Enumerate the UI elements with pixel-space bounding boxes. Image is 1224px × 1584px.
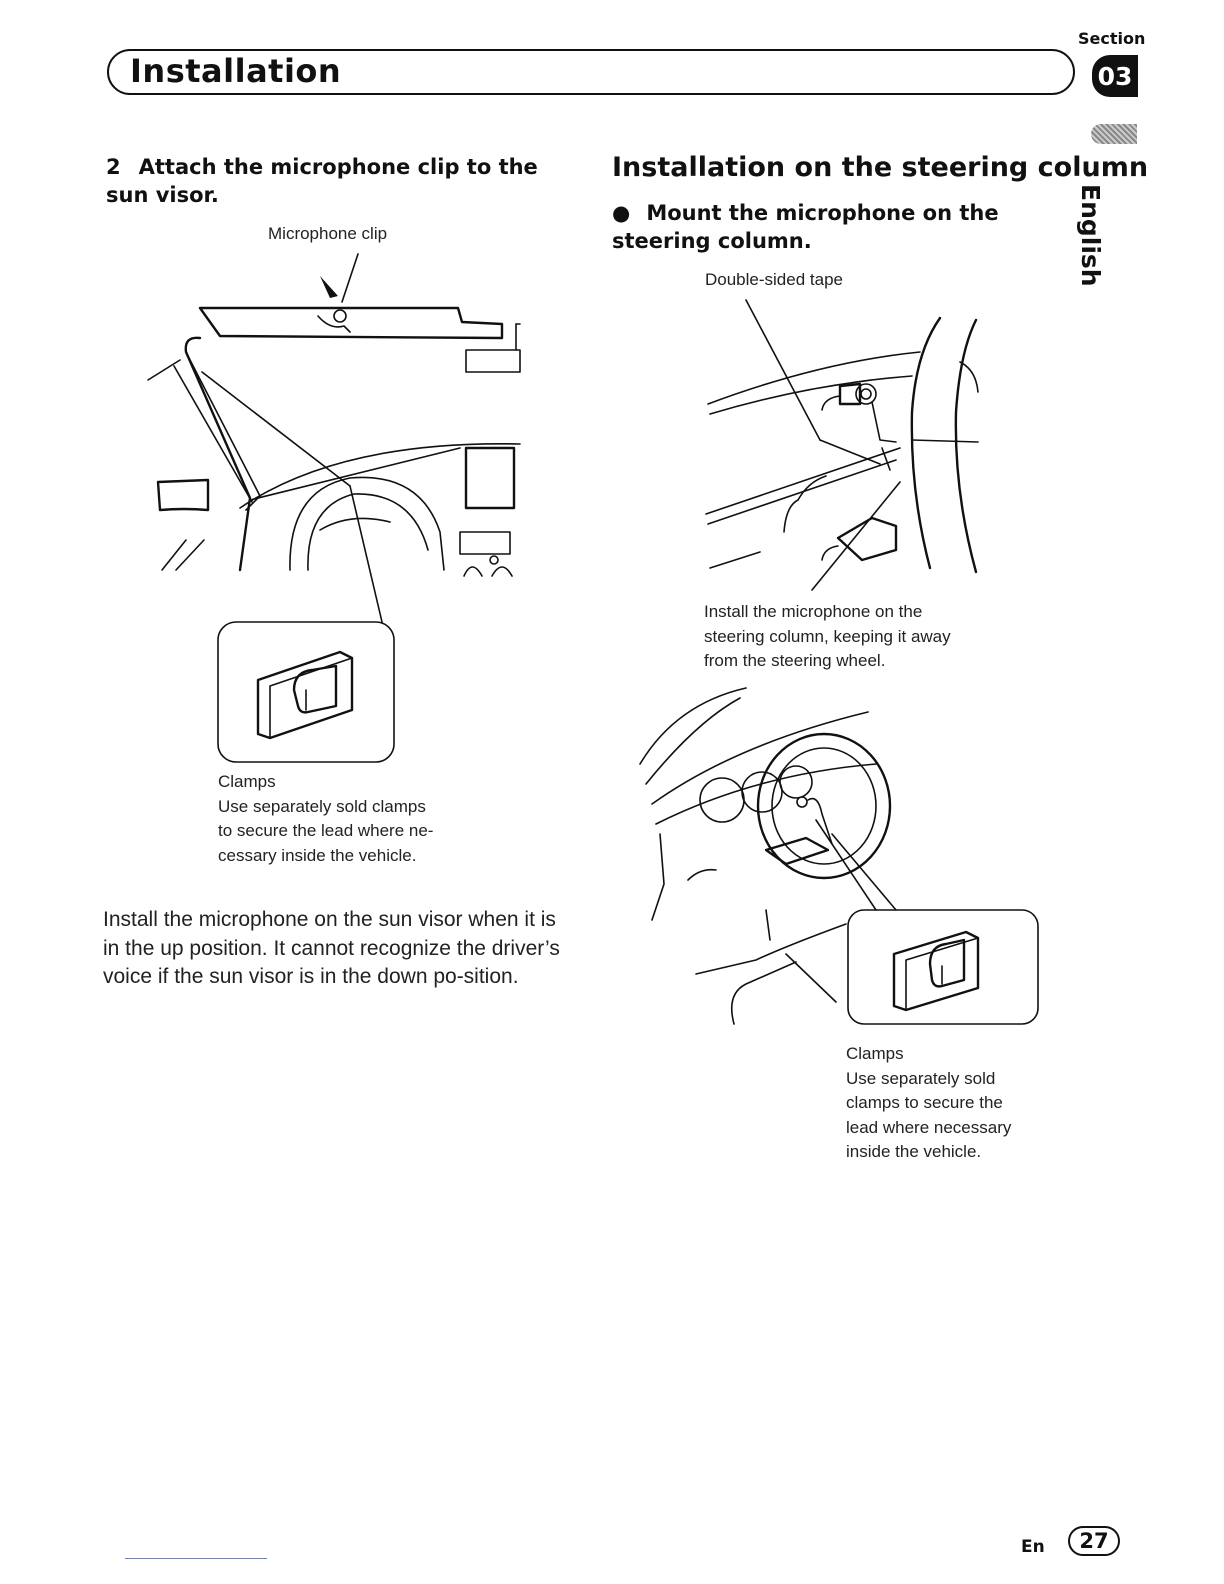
page-title: Installation <box>130 52 342 90</box>
sun-visor-note: Install the microphone on the sun visor when it is in the up position. It cannot recognize the driver’s voice if the sun visor is in the down po-sition. <box>103 908 560 988</box>
figure-label-microphone-clip: Microphone clip <box>268 224 388 243</box>
section-label: Section <box>1078 29 1146 48</box>
section-number-badge: 03 <box>1092 55 1138 97</box>
language-tab-marker <box>1091 124 1137 144</box>
right-clamps-line: Use separately sold <box>846 1068 996 1088</box>
steering-caption-line: Install the microphone on the <box>704 602 923 621</box>
left-clamps-caption <box>218 770 433 868</box>
bullet-glyph: ● <box>612 201 631 225</box>
right-clamps-line: inside the vehicle. <box>846 1142 982 1161</box>
bullet-text: Mount the microphone on the steering column. <box>612 201 999 253</box>
sun-visor-illustration <box>140 240 530 780</box>
left-clamps-line: cessary inside the vehicle. <box>218 845 417 865</box>
step-text: Attach the microphone clip to the sun visor. <box>106 155 538 207</box>
right-clamps-caption <box>846 1042 1011 1165</box>
language-tab-label: English <box>1076 184 1105 287</box>
left-clamps-line: to secure the lead where ne- <box>218 821 434 840</box>
right-clamps-line: lead where necessary <box>846 1117 1012 1137</box>
bullet-instruction <box>612 199 1082 255</box>
steering-column-illustration <box>700 292 990 592</box>
steering-wheel-clamps-illustration <box>636 684 1046 1034</box>
footer-rule <box>125 1558 267 1559</box>
steering-caption-line: steering column, keeping it away <box>704 626 951 646</box>
figure-label-double-sided-tape: Double-sided tape <box>705 270 843 289</box>
step-instruction <box>106 153 576 209</box>
left-clamps-title: Clamps <box>218 772 276 791</box>
footer-language-code: En <box>1021 1537 1045 1557</box>
section-heading: Installation on the steering column <box>612 152 1149 183</box>
left-clamps-line: Use separately sold clamps <box>218 796 426 816</box>
steering-caption-line: from the steering wheel. <box>704 651 886 670</box>
right-clamps-title: Clamps <box>846 1044 904 1063</box>
steering-figure-caption <box>704 600 951 674</box>
page-number: 27 <box>1068 1526 1120 1556</box>
right-clamps-line: clamps to secure the <box>846 1093 1003 1112</box>
step-number: 2 <box>106 155 121 179</box>
